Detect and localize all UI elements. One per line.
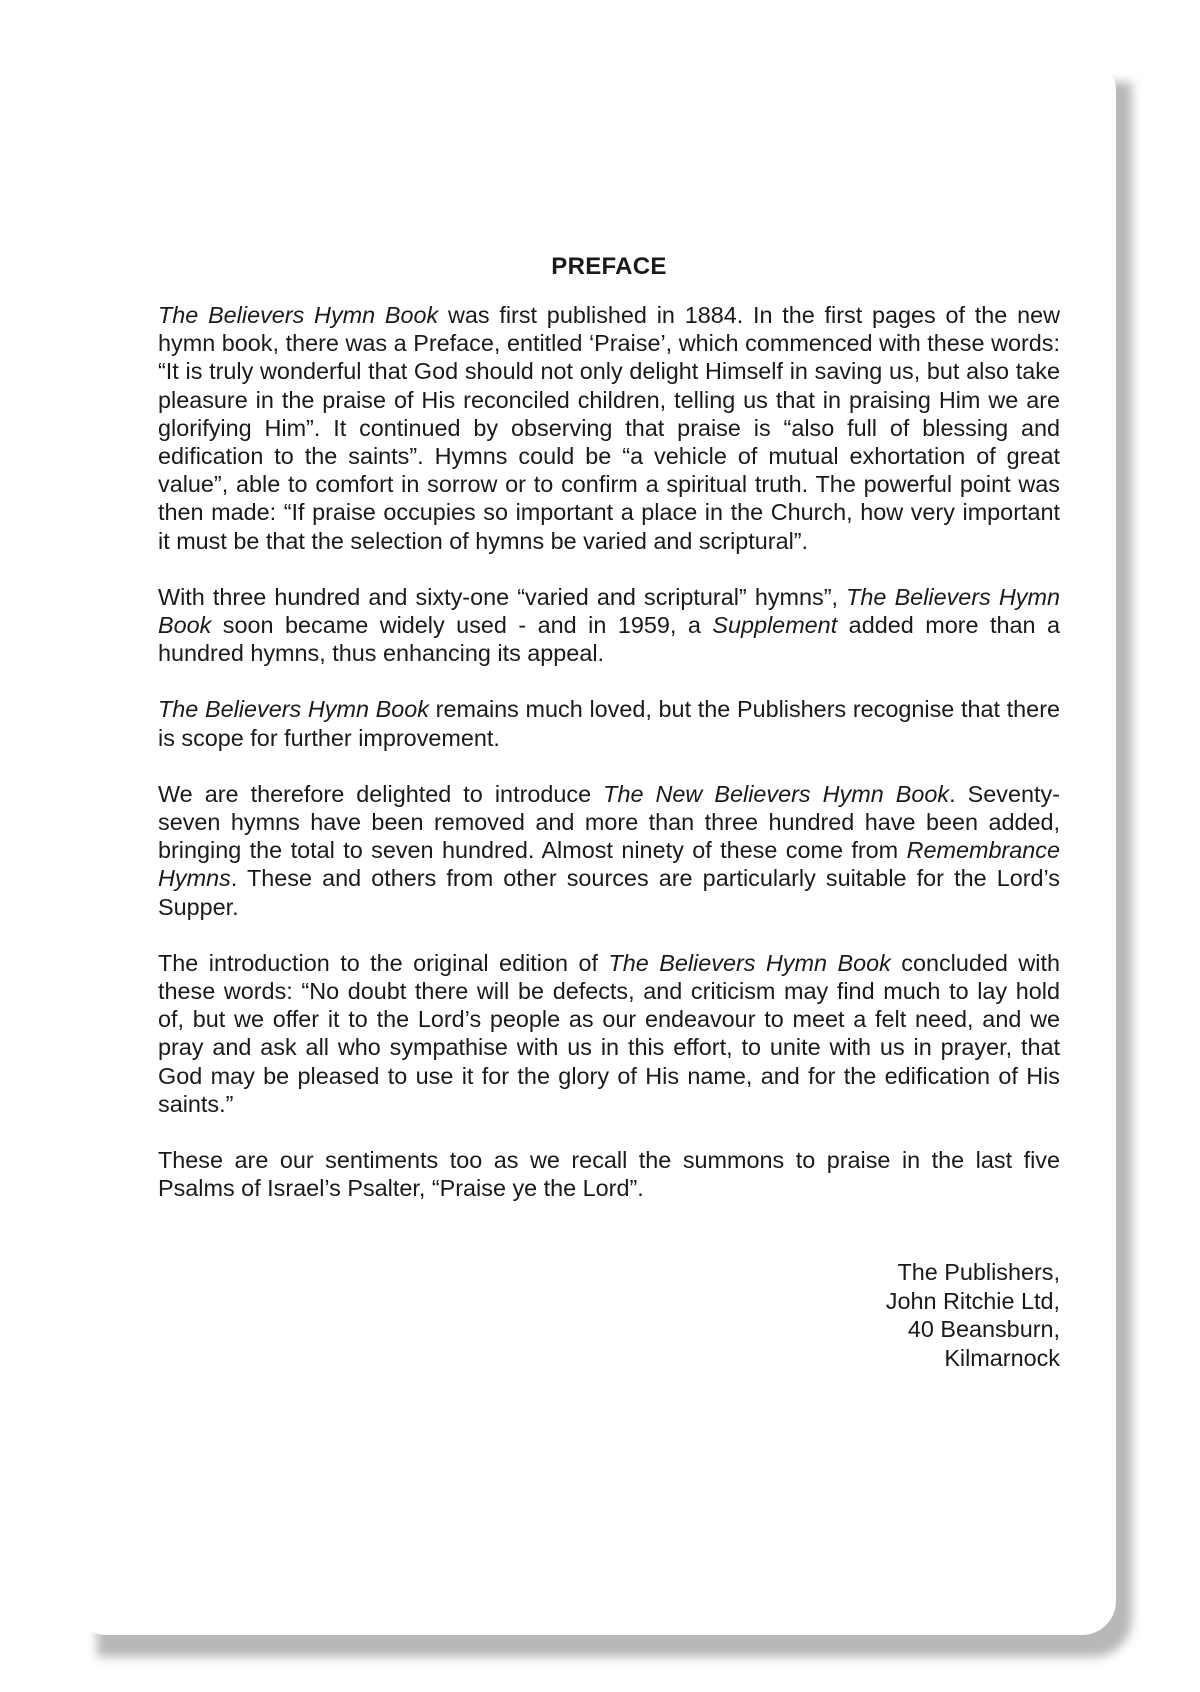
paragraph-text: added more than a hundred hymns, thus enhancing its appeal. (158, 612, 1060, 667)
signature-line: The Publishers, (897, 1259, 1060, 1286)
italic-book-title: The Believers Hymn Book (608, 949, 891, 976)
italic-book-title: The Believers Hymn Book (158, 583, 1060, 639)
paragraph-text: soon became widely used - and in 1959, a (211, 612, 713, 639)
paragraph-1 (158, 301, 1060, 555)
italic-book-title: The New Believers Hymn Book (603, 780, 950, 807)
italic-book-title: The Believers Hymn Book (158, 696, 429, 723)
paragraph-text: was first published in 1884. In the first pages of the new hymn book, there was a Preface, entitled ‘Praise’, which commenced with these words: “It is truly wonderful that God should not only delight Himself in saving us, but also take pleasure in the praise of His reconciled children, telling us that in praising Him we are glorifying Him”. It continued by observing that praise is “also full of blessing and edification to the saints”. Hymns could be “a vehicle of mutual exhortation of great value”, able to comfort in sorrow or to confirm a spiritual truth. The powerful point was then made: “If praise occupies so important a place in the Church, how very important it must be that the selection of hymns be varied and scriptural”. (158, 302, 1060, 554)
paragraph-text: remains much loved, but the Publishers recognise that there is scope for further improvement. (158, 696, 1060, 751)
paragraph-text: These are our sentiments too as we recall the summons to praise in the last five Psalms of Israel’s Psalter, “Praise ye the Lord”. (158, 1147, 1060, 1202)
paragraph-text: We are therefore delighted to introduce (158, 780, 604, 807)
document-page (76, 60, 1116, 1635)
signature-line: John Ritchie Ltd, (885, 1287, 1060, 1314)
paragraph-4 (158, 780, 1060, 921)
page-content (158, 253, 1060, 1372)
paragraph-5 (158, 949, 1060, 1118)
paragraph-text: . These and others from other sources are particularly suitable for the Lord’s Supper. (158, 865, 1060, 920)
paragraph-text: The introduction to the original edition of (158, 949, 609, 976)
paragraph-text: . Seventy-seven hymns have been removed and more than three hundred have been added, bringing the total to seven hundred. Almost ninety of these come from (158, 780, 1060, 864)
paragraph-2 (158, 583, 1060, 668)
paragraph-3 (158, 695, 1060, 751)
signature-block (158, 1258, 1060, 1372)
paragraph-text: With three hundred and sixty-one “varied and scriptural” hymns”, (158, 583, 847, 610)
italic-book-title: Supplement (712, 612, 838, 639)
signature-line: 40 Beansburn, (907, 1316, 1060, 1343)
paragraph-6 (158, 1146, 1060, 1202)
italic-book-title: Remembrance Hymns (158, 837, 1060, 892)
paragraph-text: concluded with these words: “No doubt there will be defects, and criticism may find much to lay hold of, but we offer it to the Lord’s people as our endeavour to meet a felt need, and we pray and ask all who sympathise with us in this effort, to unite with us in prayer, that God may be pleased to use it for the glory of His name, and for the edification of His saints.” (158, 949, 1060, 1117)
italic-book-title: The Believers Hymn Book (158, 302, 439, 328)
page-title: PREFACE (551, 253, 667, 280)
signature-line: Kilmarnock (944, 1344, 1060, 1371)
